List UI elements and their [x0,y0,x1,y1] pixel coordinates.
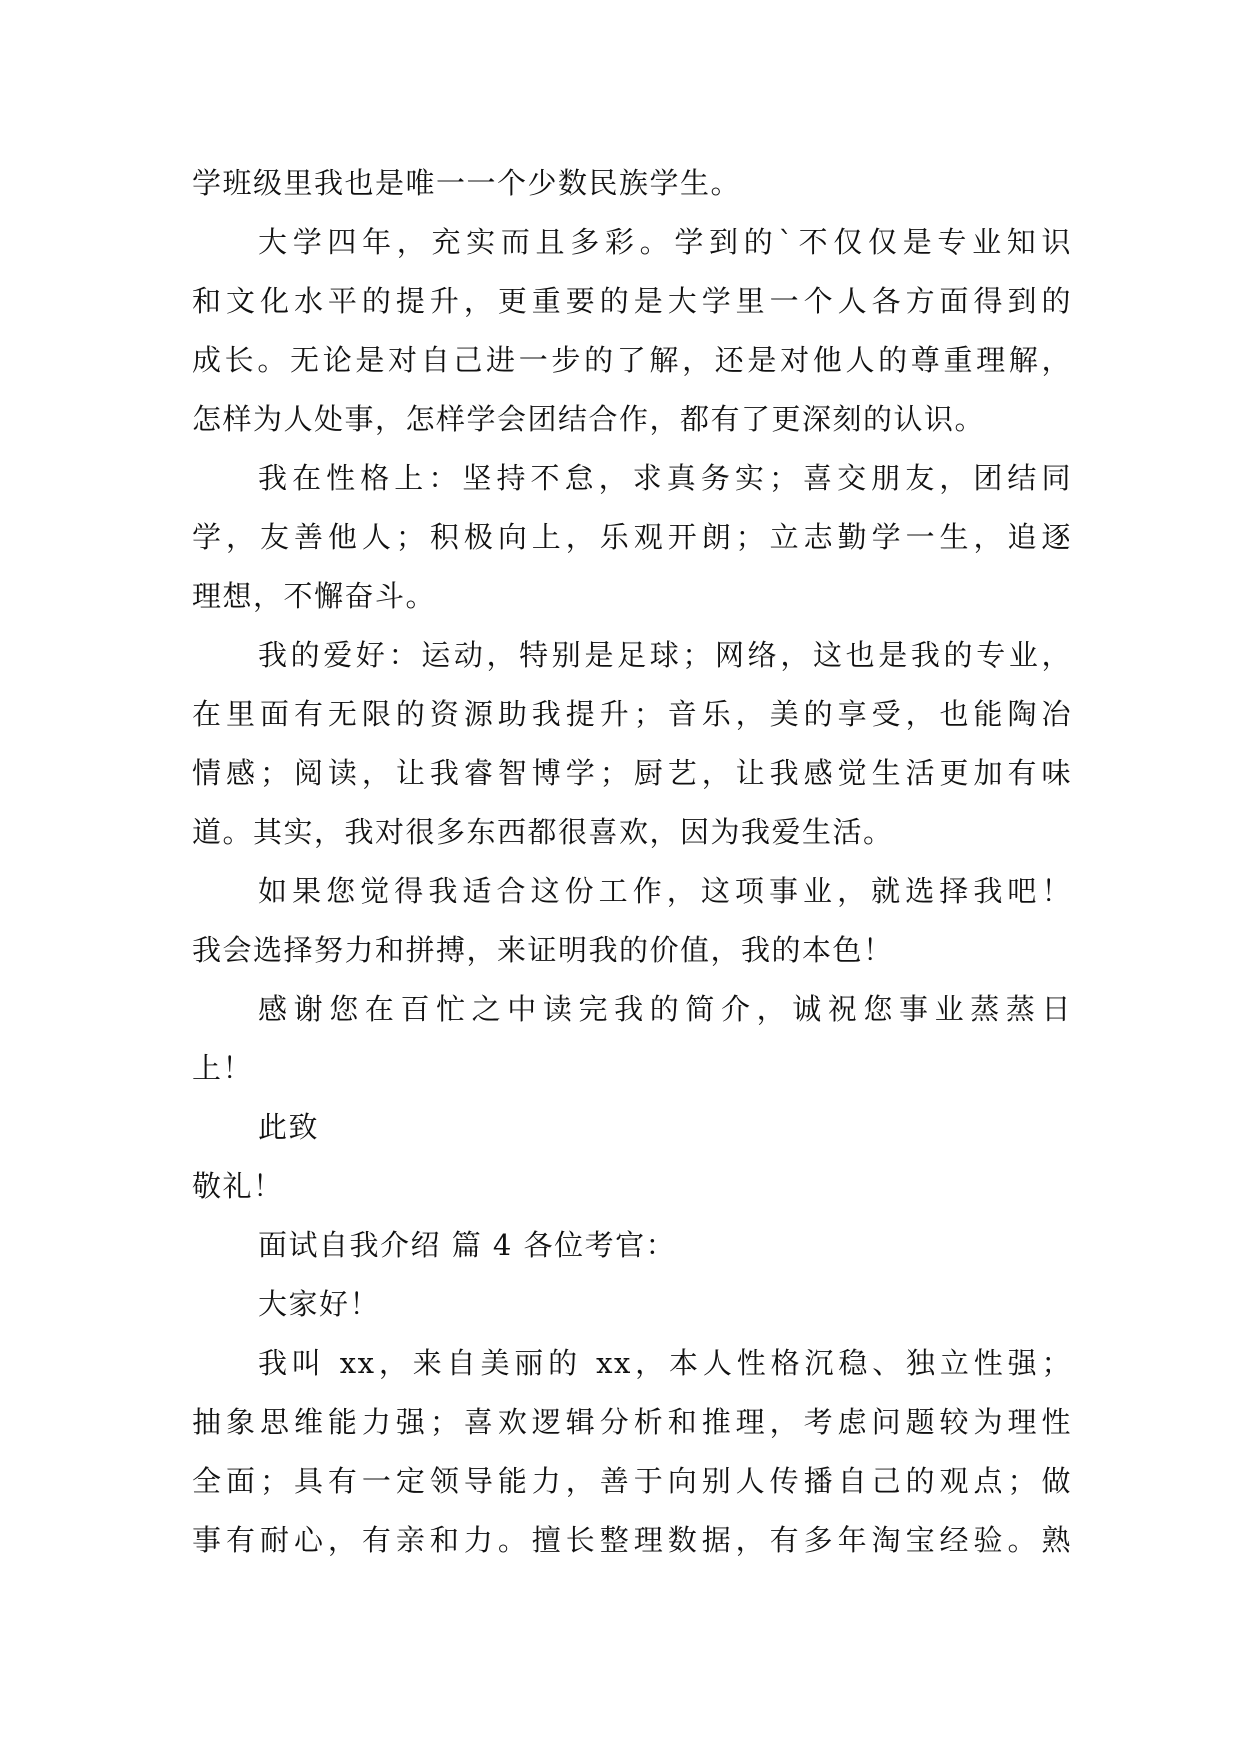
text-line: 情感；阅读，让我睿智博学；厨艺，让我感觉生活更加有味 [192,756,1072,790]
text-line: 事有耐心，有亲和力。擅长整理数据，有多年淘宝经验。熟 [192,1523,1072,1557]
text-line: 理想，不懈奋斗。 [192,579,437,613]
text-line: 感谢您在百忙之中读完我的简介，诚祝您事业蒸蒸日 [258,992,1072,1026]
text-line: 如果您觉得我适合这份工作，这项事业，就选择我吧！ [258,874,1072,908]
text-line: 大家好！ [258,1287,381,1321]
text-line: 成长。无论是对自己进一步的了解，还是对他人的尊重理解， [192,343,1072,377]
text-line: 全面；具有一定领导能力，善于向别人传播自己的观点；做 [192,1464,1072,1498]
text-line: 此致 [258,1110,320,1144]
text-line: 在里面有无限的资源助我提升；音乐，美的享受，也能陶冶 [192,697,1072,731]
text-line: 道。其实，我对很多东西都很喜欢，因为我爱生活。 [192,815,894,849]
text-line: 我会选择努力和拼搏，来证明我的价值，我的本色！ [192,933,894,967]
text-line: 学班级里我也是唯一一个少数民族学生。 [192,166,742,200]
text-line: 我叫 xx，来自美丽的 xx，本人性格沉稳、独立性强； [258,1346,1072,1380]
text-line: 大学四年，充实而且多彩。学到的`不仅仅是专业知识 [258,225,1072,259]
text-line: 学，友善他人；积极向上，乐观开朗；立志勤学一生，追逐 [192,520,1072,554]
text-line: 敬礼！ [192,1169,284,1203]
text-line: 我的爱好：运动，特别是足球；网络，这也是我的专业， [258,638,1072,672]
text-line: 面试自我介绍 篇 4 各位考官： [258,1228,677,1262]
text-line: 抽象思维能力强；喜欢逻辑分析和推理，考虑问题较为理性 [192,1405,1072,1439]
text-line: 我在性格上：坚持不怠，求真务实；喜交朋友，团结同 [258,461,1072,495]
text-line: 和文化水平的提升，更重要的是大学里一个人各方面得到的 [192,284,1072,318]
text-line: 怎样为人处事，怎样学会团结合作，都有了更深刻的认识。 [192,402,986,436]
document-body [192,154,1072,1570]
text-line: 上！ [192,1051,254,1085]
